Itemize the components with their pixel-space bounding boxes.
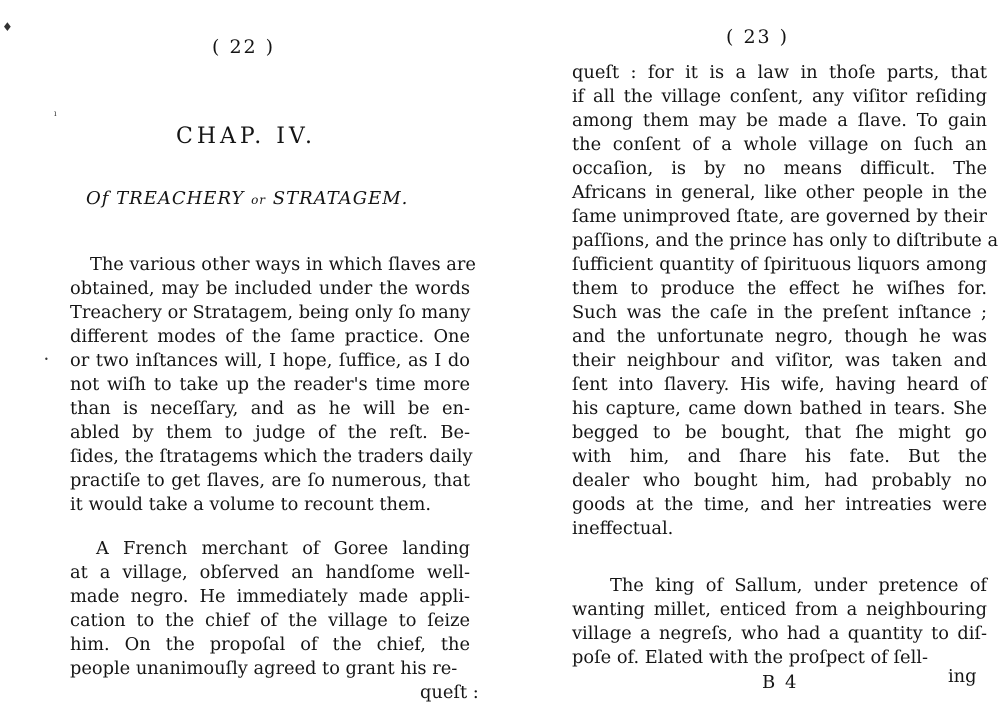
section-title-or: or bbox=[251, 193, 267, 207]
text-line: begged to be bought, that ſhe might go bbox=[572, 422, 987, 443]
text-line: Africans in general, like other people in the bbox=[572, 182, 987, 203]
chapter-heading: CHAP. IV. bbox=[176, 124, 316, 149]
text-line: at a village, obſerved an handſome well- bbox=[70, 562, 470, 583]
text-line: Treachery or Stratagem, being only ſo many bbox=[70, 302, 471, 323]
text-line: goods at the time, and her intreaties were bbox=[572, 494, 987, 515]
text-line: made negro. He immediately made appli- bbox=[70, 586, 470, 607]
text-line: Such was the caſe in the preſent inſtance ; bbox=[572, 302, 987, 323]
text-line: than is neceſſary, and as he will be en- bbox=[70, 398, 470, 419]
page-number: ( 23 ) bbox=[726, 26, 790, 48]
text-line: wanting millet, enticed from a neighbouring bbox=[572, 599, 987, 620]
text-line: ſides, the ſtratagems which the traders daily bbox=[70, 446, 473, 467]
text-line: ſufficient quantity of ſpirituous liquors among bbox=[572, 254, 987, 275]
text-line: among them may be made a ſlave. To gain bbox=[572, 110, 987, 131]
text-line: it would take a volume to recount them. bbox=[70, 494, 431, 515]
text-line: ineffectual. bbox=[572, 518, 674, 539]
margin-mark-a: ı bbox=[54, 109, 57, 118]
text-line: or two inſtances will, I hope, ſuffice, as I do bbox=[70, 350, 470, 371]
margin-mark-b: • bbox=[44, 355, 49, 364]
catchword: ing bbox=[948, 666, 977, 687]
catchword: queſt : bbox=[420, 682, 479, 703]
text-line: obtained, may be included under the words bbox=[70, 278, 470, 299]
text-line: ſent into ſlavery. His wife, having heard of bbox=[572, 374, 987, 395]
text-line: village a negreſs, who had a quantity to diſ- bbox=[572, 623, 987, 644]
section-title-part-a: Of TREACHERY bbox=[86, 188, 245, 209]
text-line: cation to the chief of the village to ſeize bbox=[70, 610, 470, 631]
text-line: ſame unimproved ſtate, are governed by their bbox=[572, 206, 987, 227]
text-line: him. On the propoſal of the chief, the bbox=[70, 634, 470, 655]
right-page bbox=[500, 0, 1000, 711]
text-line: paſſions, and the prince has only to diſtribute a bbox=[572, 230, 999, 251]
section-title bbox=[86, 188, 408, 209]
text-line: occaſion, is by no means difficult. The bbox=[572, 158, 987, 179]
section-title-part-b: STRATAGEM. bbox=[272, 188, 409, 209]
text-line: with him, and ſhare his fate. But the bbox=[572, 446, 987, 467]
text-line: if all the village conſent, any viſitor reſiding bbox=[572, 86, 987, 107]
text-line: them to produce the effect he wiſhes for. bbox=[572, 278, 987, 299]
text-line: different modes of the ſame practice. One bbox=[70, 326, 470, 347]
text-line: queſt : for it is a law in thoſe parts, that bbox=[572, 62, 987, 83]
text-line: The king of Sallum, under pretence of bbox=[610, 575, 987, 596]
signature-mark: B 4 bbox=[762, 672, 799, 693]
text-line: the conſent of a whole village on ſuch an bbox=[572, 134, 987, 155]
text-line: The various other ways in which ſlaves are bbox=[90, 254, 476, 275]
paragraph bbox=[572, 61, 999, 541]
paragraph bbox=[70, 537, 470, 681]
text-line: their neighbour and viſitor, was taken and bbox=[572, 350, 987, 371]
text-line: people unanimouſly agreed to grant his re- bbox=[70, 658, 458, 679]
text-line: and the unfortunate negro, though he was bbox=[572, 326, 987, 347]
text-line: poſe of. Elated with the proſpect of ſell- bbox=[572, 647, 928, 668]
paragraph bbox=[572, 574, 987, 670]
text-line: A French merchant of Goree landing bbox=[96, 538, 470, 559]
page-number: ( 22 ) bbox=[212, 36, 276, 58]
text-line: dealer who bought him, had probably no bbox=[572, 470, 987, 491]
margin-mark-top-left: ♦ bbox=[2, 20, 13, 34]
paragraph bbox=[70, 253, 476, 517]
text-line: practiſe to get ſlaves, are ſo numerous, that bbox=[70, 470, 470, 491]
text-line: abled by them to judge of the reſt. Be- bbox=[70, 422, 470, 443]
text-line: his capture, came down bathed in tears. She bbox=[572, 398, 987, 419]
text-line: not wiſh to take up the reader's time more bbox=[70, 374, 470, 395]
